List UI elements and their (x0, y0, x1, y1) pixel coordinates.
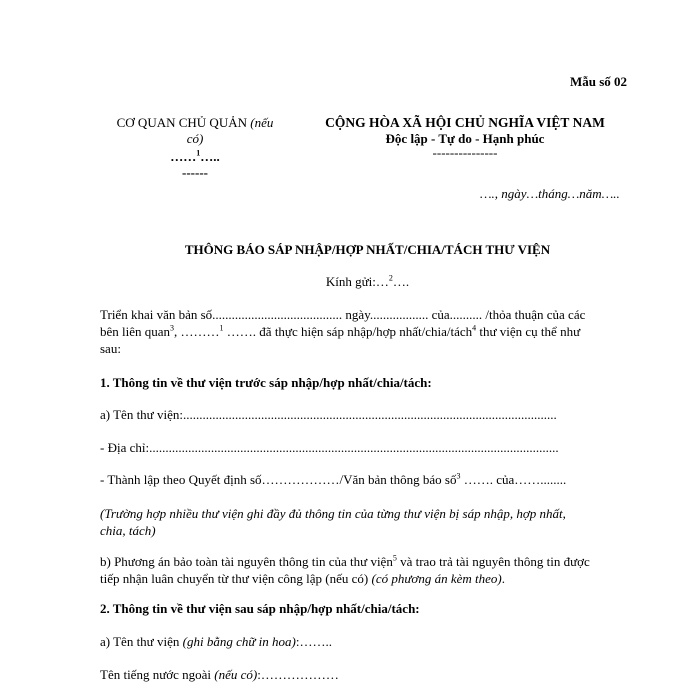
name-blank: :…….. (295, 634, 332, 649)
national-title: CỘNG HÒA XÃ HỘI CHỦ NGHĨA VIỆT NAM (325, 115, 605, 130)
plan-text: tiếp nhận luân chuyển từ thư viện công lập (nếu có) (100, 571, 372, 586)
form-number: Mẫu số 02 (570, 74, 628, 89)
plan-text: . (501, 571, 506, 586)
intro-line-1: Triển khai văn bản số........................................ ngày.................. của.......... /thỏa thuận của các (100, 307, 586, 322)
intro-text: , ……… (174, 324, 220, 339)
footnote-ref: 4 (472, 323, 477, 333)
governing-agency-block (100, 115, 290, 181)
footnote-ref: 3 (170, 323, 175, 333)
recipient-blank: …. (392, 274, 410, 289)
footnote-ref: 3 (456, 471, 461, 481)
agency-if-any-cont: có) (186, 131, 204, 146)
recipient-line (0, 274, 700, 290)
plan-text: b) Phương án bảo toàn tài nguyên thông tin của thư viện (100, 554, 393, 569)
section2-heading: 2. Thông tin về thư viện sau sáp nhập/hợp nhất/chia/tách: (100, 601, 420, 616)
section1-establishment (100, 472, 566, 488)
intro-line-3: sau: (100, 341, 121, 356)
agency-divider: ------ (182, 165, 208, 180)
footnote-ref: 1 (219, 323, 224, 333)
intro-paragraph (100, 306, 635, 357)
intro-line-2 (100, 323, 635, 340)
intro-text: bên liên quan (100, 324, 171, 339)
foreign-name-if-any: (nếu có) (214, 667, 258, 682)
footnote-ref: 1 (196, 148, 201, 158)
intro-text: thư viện cụ thể như (476, 324, 581, 339)
note-line-1: (Trường hợp nhiều thư viện ghi đầy đủ thông tin của từng thư viện bị sáp nhập, hợp nhất, (100, 506, 566, 521)
national-motto: Độc lập - Tự do - Hạnh phúc (385, 131, 545, 146)
national-header (300, 115, 630, 161)
establishment-text: - Thành lập theo Quyết định số………………/Văn bản thông báo số (100, 472, 457, 487)
document-title: THÔNG BÁO SÁP NHẬP/HỢP NHẤT/CHIA/TÁCH THƯ VIỆN (184, 242, 551, 257)
plan-attachment-note: (có phương án kèm theo) (371, 571, 502, 586)
note-line-2: chia, tách) (100, 523, 156, 538)
establishment-text: ……. của……........ (460, 472, 567, 487)
name-instruction: (ghi bằng chữ in hoa) (182, 634, 296, 649)
name-label: a) Tên thư viện (100, 634, 183, 649)
footnote-ref: 5 (392, 553, 397, 563)
recipient-label: Kính gửi:… (325, 274, 389, 289)
motto-divider: --------------- (432, 145, 498, 160)
section1-library-name: a) Tên thư viện:................................................................................................................... (100, 407, 557, 422)
section1-note (100, 505, 566, 539)
plan-text: và trao trả tài nguyên thông tin được (396, 554, 590, 569)
agency-label: CƠ QUAN CHỦ QUẢN (116, 115, 251, 130)
place-date-line: …., ngày…tháng…năm….. (480, 186, 620, 201)
intro-text: ……. đã thực hiện sáp nhập/hợp nhất/chia/tách (223, 324, 473, 339)
foreign-name-label: Tên tiếng nước ngoài (100, 667, 215, 682)
foreign-name-blank: :……………… (257, 667, 339, 682)
section2-foreign-name (100, 667, 339, 683)
agency-name-blank: …… (170, 149, 197, 164)
agency-name-blank-end: ….. (200, 149, 220, 164)
section2-library-name (100, 634, 332, 650)
agency-if-any: (nếu (250, 115, 274, 130)
section1-heading: 1. Thông tin về thư viện trước sáp nhập/hợp nhất/chia/tách: (100, 375, 432, 390)
section1-preservation-plan (100, 553, 590, 587)
footnote-ref: 2 (388, 273, 393, 283)
section1-address: - Địa chỉ:.............................................................................................................................. (100, 440, 559, 455)
